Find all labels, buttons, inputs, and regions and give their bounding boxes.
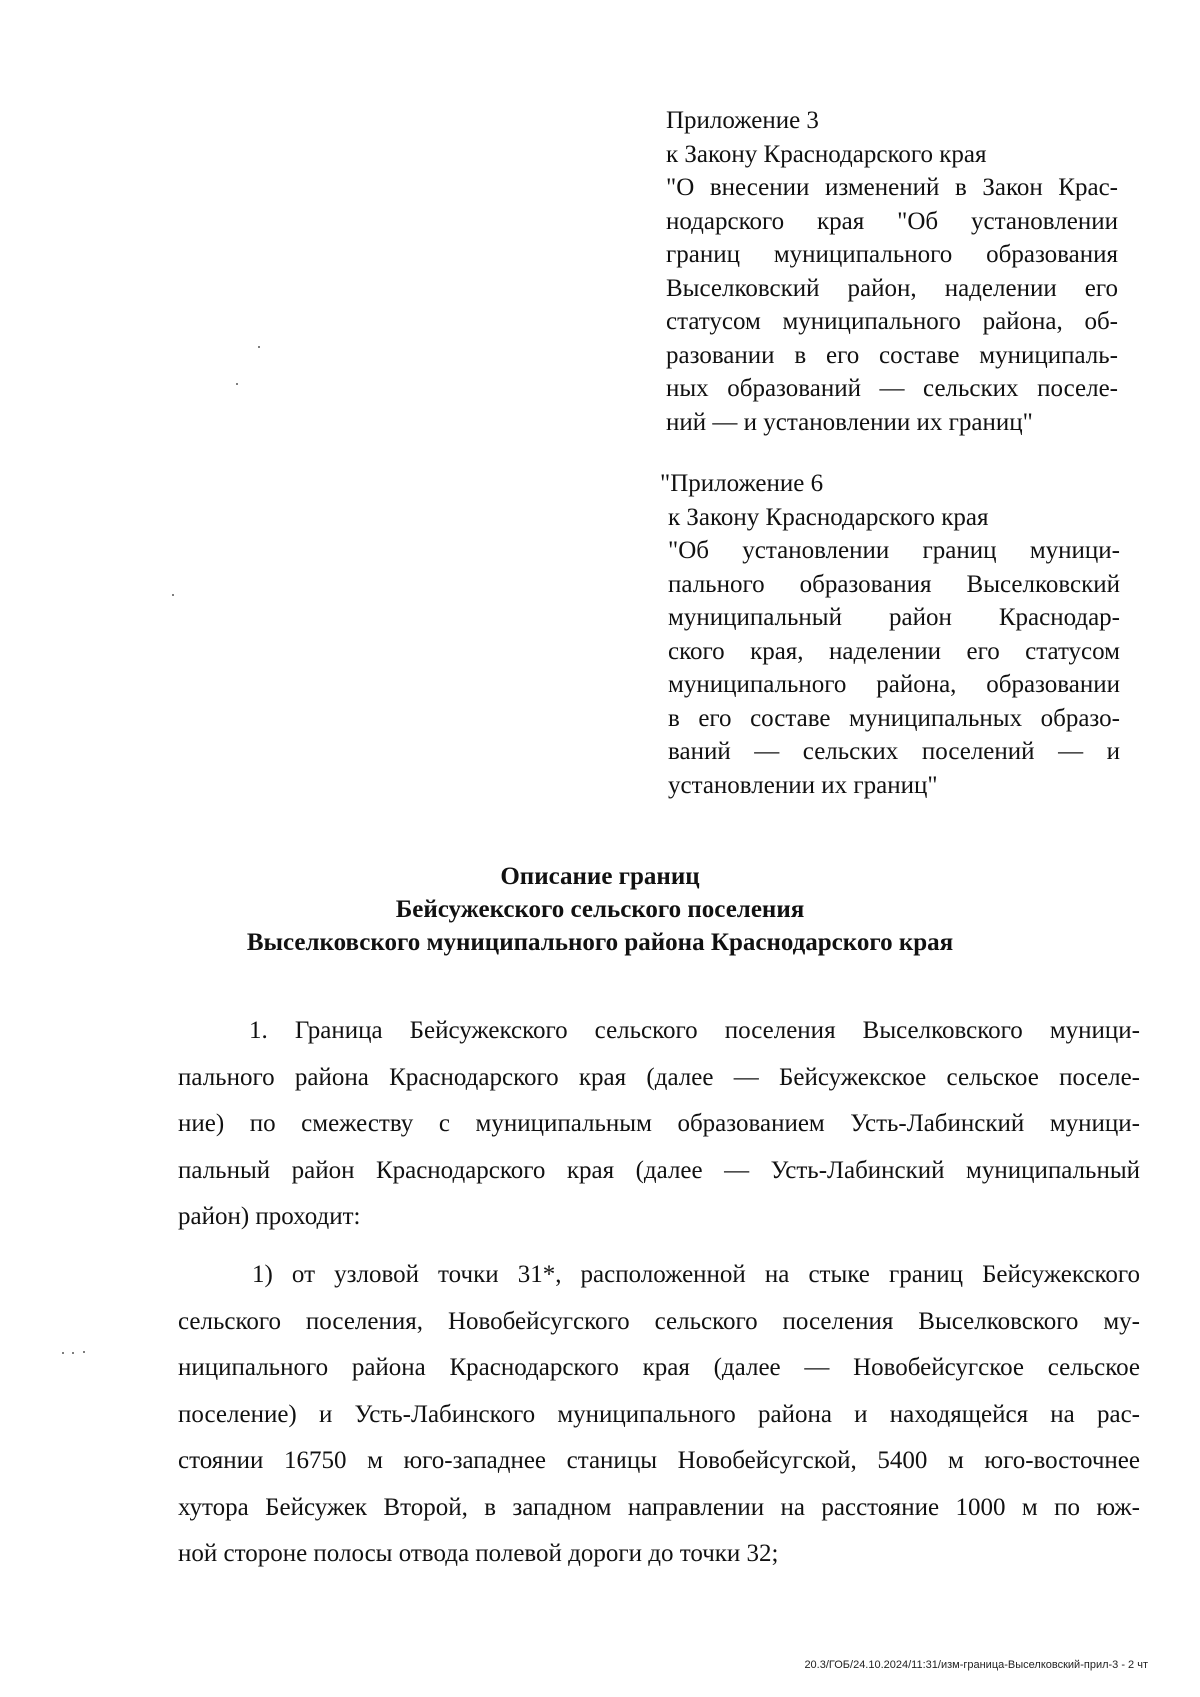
annex-3-line: границ муниципального образования [666, 241, 1118, 268]
scan-speck [236, 383, 238, 385]
paragraph-line: поселение) и Усть-Лабинского муниципального района и находящейся на рас- [178, 1400, 1140, 1428]
paragraph-1 [178, 1008, 1140, 1241]
paragraph-line: хутора Бейсужек Второй, в западном направлении на расстояние 1000 м по юж- [178, 1493, 1140, 1521]
annex-6-line: муниципальный район Краснодар- [668, 604, 1120, 631]
annex-3-line: к Закону Краснодарского края [666, 140, 987, 168]
paragraph-line: 1) от узловой точки 31*, расположенной на стыке границ Бейсужекского [252, 1261, 1140, 1288]
annex-3-line: Выселковский район, наделении его [666, 274, 1118, 302]
document-footer-code: 20.3/ГОБ/24.10.2024/11:31/изм-граница-Выселковский-прил-3 - 2 чт [804, 1659, 1148, 1671]
scan-speck [172, 594, 174, 596]
annex-3-line: статусом муниципального района, об- [666, 308, 1118, 335]
annex-3-line: Приложение 3 [666, 107, 819, 134]
paragraph-line: пального района Краснодарского края (далее — Бейсужекское сельское поселе- [178, 1063, 1140, 1091]
title-line: Выселковского муниципального района Краснодарского края [246, 929, 954, 956]
annex-3-line: ний — и установлении их границ" [666, 408, 1033, 436]
paragraph-2 [178, 1252, 1140, 1578]
annex-6-line: "Приложение 6 [660, 470, 824, 497]
annex-6-line: ского края, наделении его статусом [668, 637, 1120, 665]
paragraph-line: ной стороне полосы отвода полевой дороги до точки 32; [178, 1540, 779, 1567]
annex-6-line: "Об установлении границ муници- [668, 537, 1120, 564]
paragraph-line: пальный район Краснодарского края (далее — Усть-Лабинский муниципальный [178, 1156, 1140, 1184]
paragraph-line: ниципального района Краснодарского края (далее — Новобейсугское сельское [178, 1354, 1140, 1381]
annex-3-line: "О внесении изменений в Закон Крас- [666, 174, 1118, 201]
scan-speck [258, 346, 260, 348]
annex-3-reference-block [666, 104, 1118, 439]
annex-6-line: к Закону Краснодарского края [668, 503, 989, 531]
paragraph-line: 1. Граница Бейсужекского сельского поселения Выселковского муници- [249, 1017, 1140, 1044]
paragraph-line: район) проходит: [178, 1203, 361, 1230]
paragraph-line: сельского поселения, Новобейсугского сельского поселения Выселковского му- [178, 1307, 1140, 1335]
scan-speck [62, 1352, 64, 1354]
annex-6-line: в его составе муниципальных образо- [668, 704, 1120, 732]
document-title [0, 860, 1200, 959]
paragraph-line: стоянии 16750 м юго-западнее станицы Новобейсугской, 5400 м юго-восточнее [178, 1447, 1140, 1474]
annex-6-line: муниципального района, образовании [668, 671, 1120, 698]
annex-6-reference-block [660, 467, 1120, 802]
annex-3-line: ных образований — сельских поселе- [666, 375, 1118, 402]
title-line: Бейсужекского сельского поселения [395, 896, 805, 923]
annex-3-line: нодарского края "Об установлении [666, 207, 1118, 235]
annex-3-line: разовании в его составе муниципаль- [666, 341, 1118, 369]
annex-6-line: установлении их границ" [668, 771, 938, 799]
scan-speck [72, 1352, 74, 1354]
annex-6-line: ваний — сельских поселений — и [668, 738, 1120, 765]
annex-6-line: пального образования Выселковский [668, 570, 1120, 598]
title-line: Описание границ [500, 863, 700, 890]
paragraph-line: ние) по смежеству с муниципальным образованием Усть-Лабинский муници- [178, 1110, 1140, 1137]
scan-speck [83, 1351, 85, 1353]
